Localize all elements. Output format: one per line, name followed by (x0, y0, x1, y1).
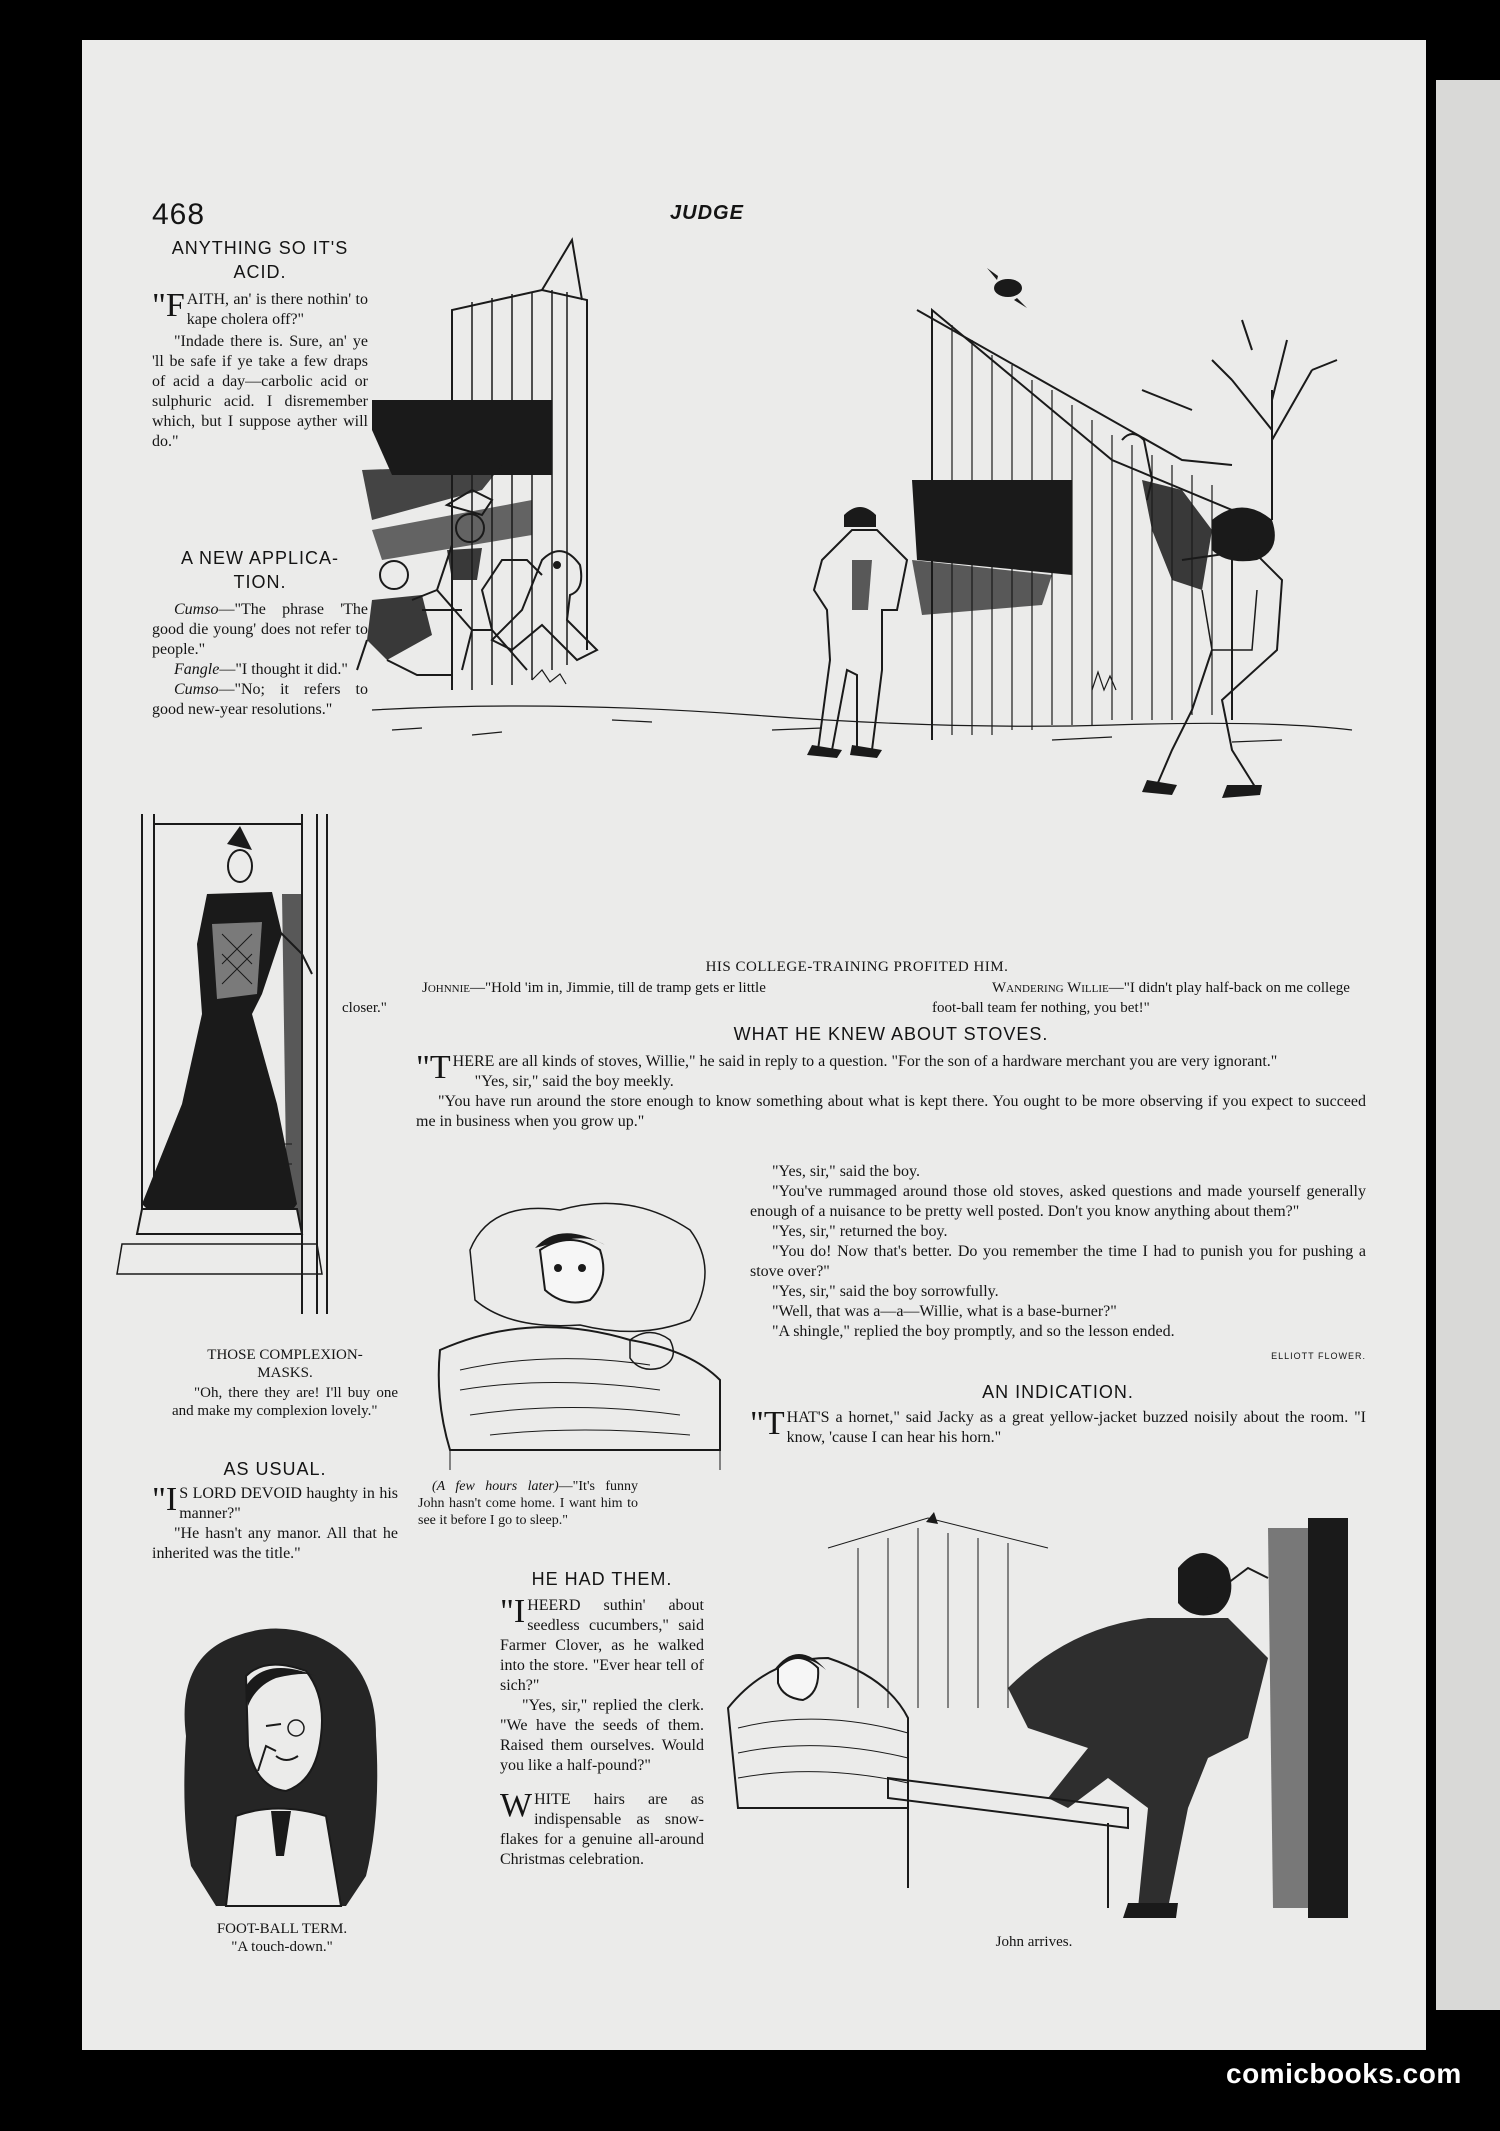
story-had-them-title: HE HAD THEM. (531, 1569, 673, 1589)
story-stoves (416, 1022, 1366, 1132)
story-application (152, 546, 368, 720)
story-white-hairs-dropcap: W (500, 1787, 533, 1824)
story-masks-text: "Oh, there they are! I'll buy one and make my complexion lovely." (172, 1385, 398, 1419)
story-stoves-p1: "THERE are all kinds of stoves, Willie," he said in reply to a question. "For the son of a hardware merchant you are very ignorant." (416, 1049, 1278, 1086)
illustration-college-training (352, 230, 1384, 950)
story-stoves-p8: "Yes, sir," said the boy sorrowfully. (772, 1283, 999, 1300)
story-application-l2: Fangle—"I thought it did." (174, 661, 348, 678)
story-stoves-p6: "Yes, sir," returned the boy. (772, 1223, 948, 1240)
story-had-them (500, 1568, 704, 1870)
story-stoves-p5: "You've rummaged around those old stoves, asked questions and made yourself generally enough of a nuisance to be pretty well posted. Don't you know anything about them?" (750, 1183, 1366, 1220)
college-caption-block (342, 958, 1372, 1018)
story-application-title-2: TION. (233, 572, 287, 592)
story-stoves-p7: "You do! Now that's better. Do you remember the time I had to punish you for pushing a stove over?" (750, 1243, 1366, 1280)
story-faith-p2: "Indade there is. Sure, an' ye 'll be safe if ye take a few draps of acid a day—carbolic acid or sulphuric acid. I disremember which, but I suppose ayther will do." (152, 333, 368, 450)
story-usual-title: AS USUAL. (223, 1459, 327, 1479)
story-masks (172, 1346, 398, 1420)
story-usual-dropcap: "I (152, 1481, 178, 1518)
story-indication (750, 1380, 1366, 1448)
story-masks-title-1: THOSE COMPLEXION- (207, 1347, 363, 1363)
illustration-girl-in-bed (430, 1150, 736, 1478)
illustration-john-arrives (708, 1508, 1358, 1928)
college-caption-right: Wandering Willie—"I didn't play half-back on me college foot-ball team fer nothing, you bet!" (932, 980, 1350, 1016)
john-caption: John arrives. (995, 1934, 1073, 1950)
page-gutter (1426, 40, 1436, 2050)
page-number: 468 (152, 198, 206, 231)
story-stoves-title: WHAT HE KNEW ABOUT STOVES. (733, 1024, 1049, 1044)
story-faith-title-1: ANYTHING SO IT'S (171, 238, 349, 258)
story-faith-title-2: ACID. (233, 262, 287, 282)
story-had-them-p2: "Yes, sir," replied the clerk. "We have the seeds of them. Raised them ourselves. Would you like a half-pound?" (500, 1697, 704, 1774)
facing-page-edge (1436, 80, 1500, 2010)
story-usual (152, 1458, 398, 1564)
story-stoves-continued (750, 1162, 1366, 1370)
story-football-text: "A touch-down." (231, 1939, 333, 1955)
story-stoves-dropcap: "T (416, 1049, 451, 1086)
illustration-complexion-masks (112, 804, 412, 1324)
story-stoves-p4: "Yes, sir," said the boy. (772, 1163, 920, 1180)
story-stoves-p3: "You have run around the store enough to know something about what is kept there. You ought to be more observing if you expect to succeed me in business when you grow up." (416, 1093, 1366, 1130)
story-white-hairs: WHITE hairs are as indispensable as snow-flakes for a genuine all-around Christmas celebration. (500, 1787, 704, 1868)
story-faith-p1: "FAITH, an' is there nothin' to kape cholera off?" (152, 287, 368, 328)
story-usual-p1: "I S LORD DEVOID haughty in his manner?" (152, 1481, 398, 1522)
story-stoves-signature: ELLIOTT FLOWER. (1271, 1351, 1366, 1361)
bed-caption (418, 1478, 638, 1529)
story-application-title-1: A NEW APPLICA- (180, 548, 340, 568)
college-caption-left: Johnnie—"Hold 'im in, Jimmie, till de tramp gets er little closer." (342, 980, 766, 1016)
illustration-football-term (166, 1616, 396, 1916)
story-indication-text: "THAT'S a hornet," said Jacky as a great yellow-jacket buzzed noisily about the room. "I know, 'cause I can hear his horn." (750, 1405, 1366, 1446)
bed-caption-text: (A few hours later)—"It's funny John hasn't come home. I want him to see it before I go to sleep." (418, 1479, 638, 1528)
story-indication-title: AN INDICATION. (982, 1382, 1134, 1402)
story-football-title: FOOT-BALL TERM. (216, 1921, 348, 1937)
story-indication-dropcap: "T (750, 1405, 785, 1442)
college-caption-title: HIS COLLEGE-TRAINING PROFITED HIM. (705, 959, 1009, 975)
site-watermark: comicbooks.com (1226, 2058, 1462, 2089)
story-masks-title-2: MASKS. (257, 1365, 313, 1381)
story-football (172, 1920, 392, 1956)
story-stoves-p2: "Yes, sir," said the boy meekly. (474, 1073, 674, 1090)
story-had-them-dropcap: "I (500, 1593, 526, 1630)
story-application-l1: Cumso—"The phrase 'The good die young' does not refer to people." (152, 601, 368, 658)
story-stoves-p9: "Well, that was a—a—Willie, what is a base-burner?" (772, 1303, 1117, 1320)
story-faith-dropcap: "F (152, 287, 185, 324)
story-stoves-p10: "A shingle," replied the boy promptly, and so the lesson ended. (772, 1323, 1175, 1340)
story-application-l3: Cumso—"No; it refers to good new-year resolutions." (152, 681, 368, 718)
story-had-them-p1: "I HEERD suthin' about seedless cucumbers," said Farmer Clover, as he walked into the store. "Ever hear tell of sich?" (500, 1593, 704, 1694)
magazine-page (82, 40, 1426, 2050)
story-usual-p2: "He hasn't any manor. All that he inherited was the title." (152, 1525, 398, 1562)
story-faith (152, 236, 368, 452)
magazine-title: JUDGE (670, 202, 744, 224)
